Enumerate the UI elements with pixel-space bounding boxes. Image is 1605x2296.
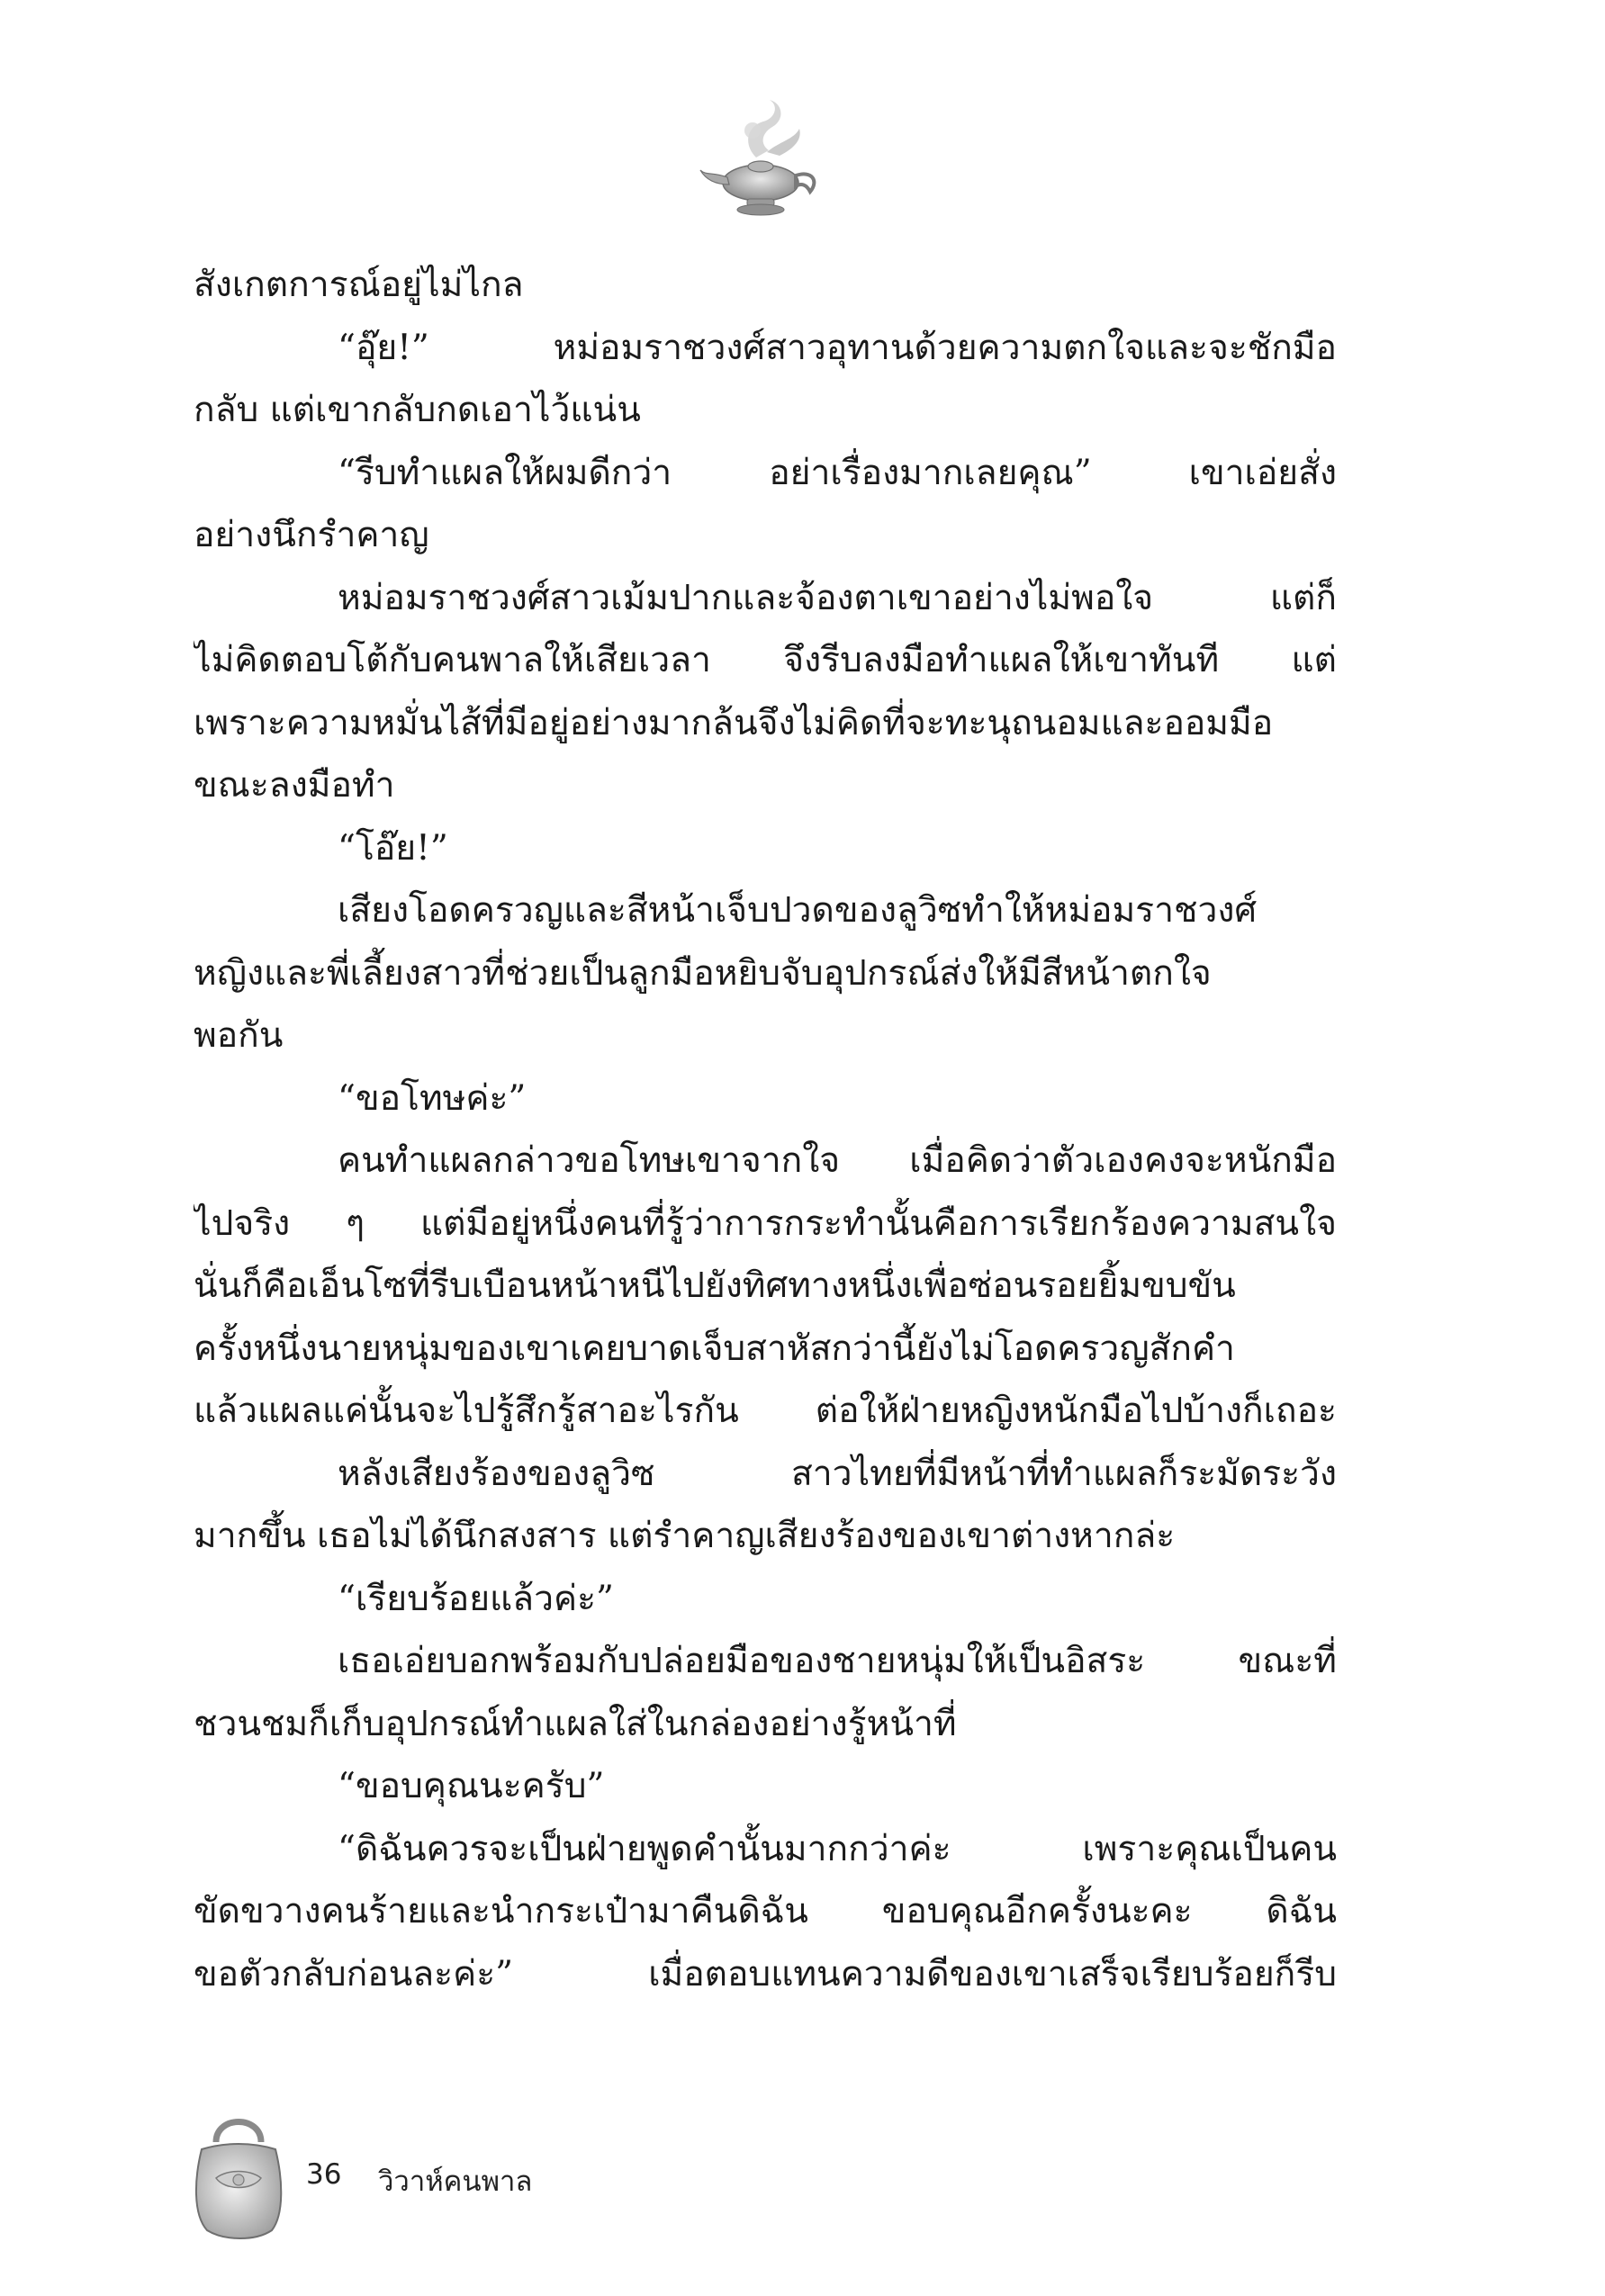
genie-lamp-icon	[693, 95, 828, 230]
book-title: วิวาห์คนพาล	[378, 2165, 533, 2198]
text-line: หลังเสียงร้องของลูวิซ สาวไทยที่มีหน้าที่ทำแผลก็ระมัดระวัง	[338, 1453, 1337, 1494]
text-line: ขอตัวกลับก่อนละค่ะ” เมื่อตอบแทนความดีของเขาเสร็จเรียบร้อยก็รีบ	[194, 1953, 1337, 1994]
handbag-icon	[189, 2106, 288, 2241]
text-line: “อุ๊ย!” หม่อมราชวงศ์สาวอุทานด้วยความตกใจและจะชักมือ	[338, 327, 1337, 368]
text-line: “โอ๊ย!”	[338, 827, 448, 869]
text-line: นั่นก็คือเอ็นโซที่รีบเบือนหน้าหนีไปยังทิศทางหนึ่งเพื่อซ่อนรอยยิ้มขบขัน	[194, 1265, 1236, 1306]
text-line: “ดิฉันควรจะเป็นฝ่ายพูดคำนั้นมากกว่าค่ะ เพราะคุณเป็นคน	[338, 1828, 1337, 1869]
text-line: แล้วแผลแค่นั้นจะไปรู้สึกรู้สาอะไรกัน ต่อให้ฝ่ายหญิงหนักมือไปบ้างก็เถอะ	[194, 1391, 1337, 1431]
text-line: ชวนชมก็เก็บอุปกรณ์ทำแผลใส่ในกล่องอย่างรู้หน้าที่	[194, 1703, 957, 1744]
text-line: หญิงและพี่เลี้ยงสาวที่ช่วยเป็นลูกมือหยิบจับอุปกรณ์ส่งให้มีสีหน้าตกใจ	[194, 952, 1212, 994]
text-line: “เรียบร้อยแล้วค่ะ”	[338, 1578, 614, 1619]
text-line: “รีบทำแผลให้ผมดีกว่า อย่าเรื่องมากเลยคุณ” เขาเอ่ยสั่ง	[338, 452, 1337, 493]
text-line: กลับ แต่เขากลับกดเอาไว้แน่น	[194, 390, 641, 430]
text-line: เพราะความหมั่นไส้ที่มีอยู่อย่างมากล้นจึงไม่คิดที่จะทะนุถนอมและออมมือ	[194, 702, 1274, 743]
text-line: ไม่คิดตอบโต้กับคนพาลให้เสียเวลา จึงรีบลงมือทำแผลให้เขาทันที แต่	[194, 640, 1337, 680]
text-line: หม่อมราชวงศ์สาวเม้มปากและจ้องตาเขาอย่างไม่พอใจ แต่ก็	[338, 577, 1337, 618]
text-line: ครั้งหนึ่งนายหนุ่มของเขาเคยบาดเจ็บสาหัสกว่านี้ยังไม่โอดครวญสักคำ	[194, 1328, 1235, 1369]
text-line: “ขอโทษค่ะ”	[338, 1077, 527, 1119]
text-line: “ขอบคุณนะครับ”	[338, 1766, 605, 1806]
text-line: อย่างนึกรำคาญ	[194, 515, 429, 555]
text-line: คนทำแผลกล่าวขอโทษเขาจากใจ เมื่อคิดว่าตัวเองคงจะหนักมือ	[338, 1140, 1337, 1181]
text-line: ขัดขวางคนร้ายและนำกระเป๋ามาคืนดิฉัน ขอบคุณอีกครั้งนะคะ ดิฉัน	[194, 1891, 1337, 1931]
text-line: ขณะลงมือทำ	[194, 765, 395, 806]
text-line: เธอเอ่ยบอกพร้อมกับปล่อยมือของชายหนุ่มให้เป็นอิสระ ขณะที่	[338, 1641, 1337, 1681]
text-line: เสียงโอดครวญและสีหน้าเจ็บปวดของลูวิซทำให้หม่อมราชวงศ์	[338, 890, 1258, 931]
text-line: มากขึ้น เธอไม่ได้นึกสงสาร แต่รำคาญเสียงร้องของเขาต่างหากล่ะ	[194, 1516, 1176, 1556]
body-text	[194, 254, 1337, 2005]
text-line: สังเกตการณ์อยู่ไม่ไกล	[194, 265, 524, 305]
page-number: 36	[306, 2158, 342, 2191]
text-line: พอกัน	[194, 1015, 284, 1056]
text-line: ไปจริง ๆ แต่มีอยู่หนึ่งคนที่รู้ว่าการกระทำนั้นคือการเรียกร้องความสนใจ	[194, 1202, 1337, 1244]
